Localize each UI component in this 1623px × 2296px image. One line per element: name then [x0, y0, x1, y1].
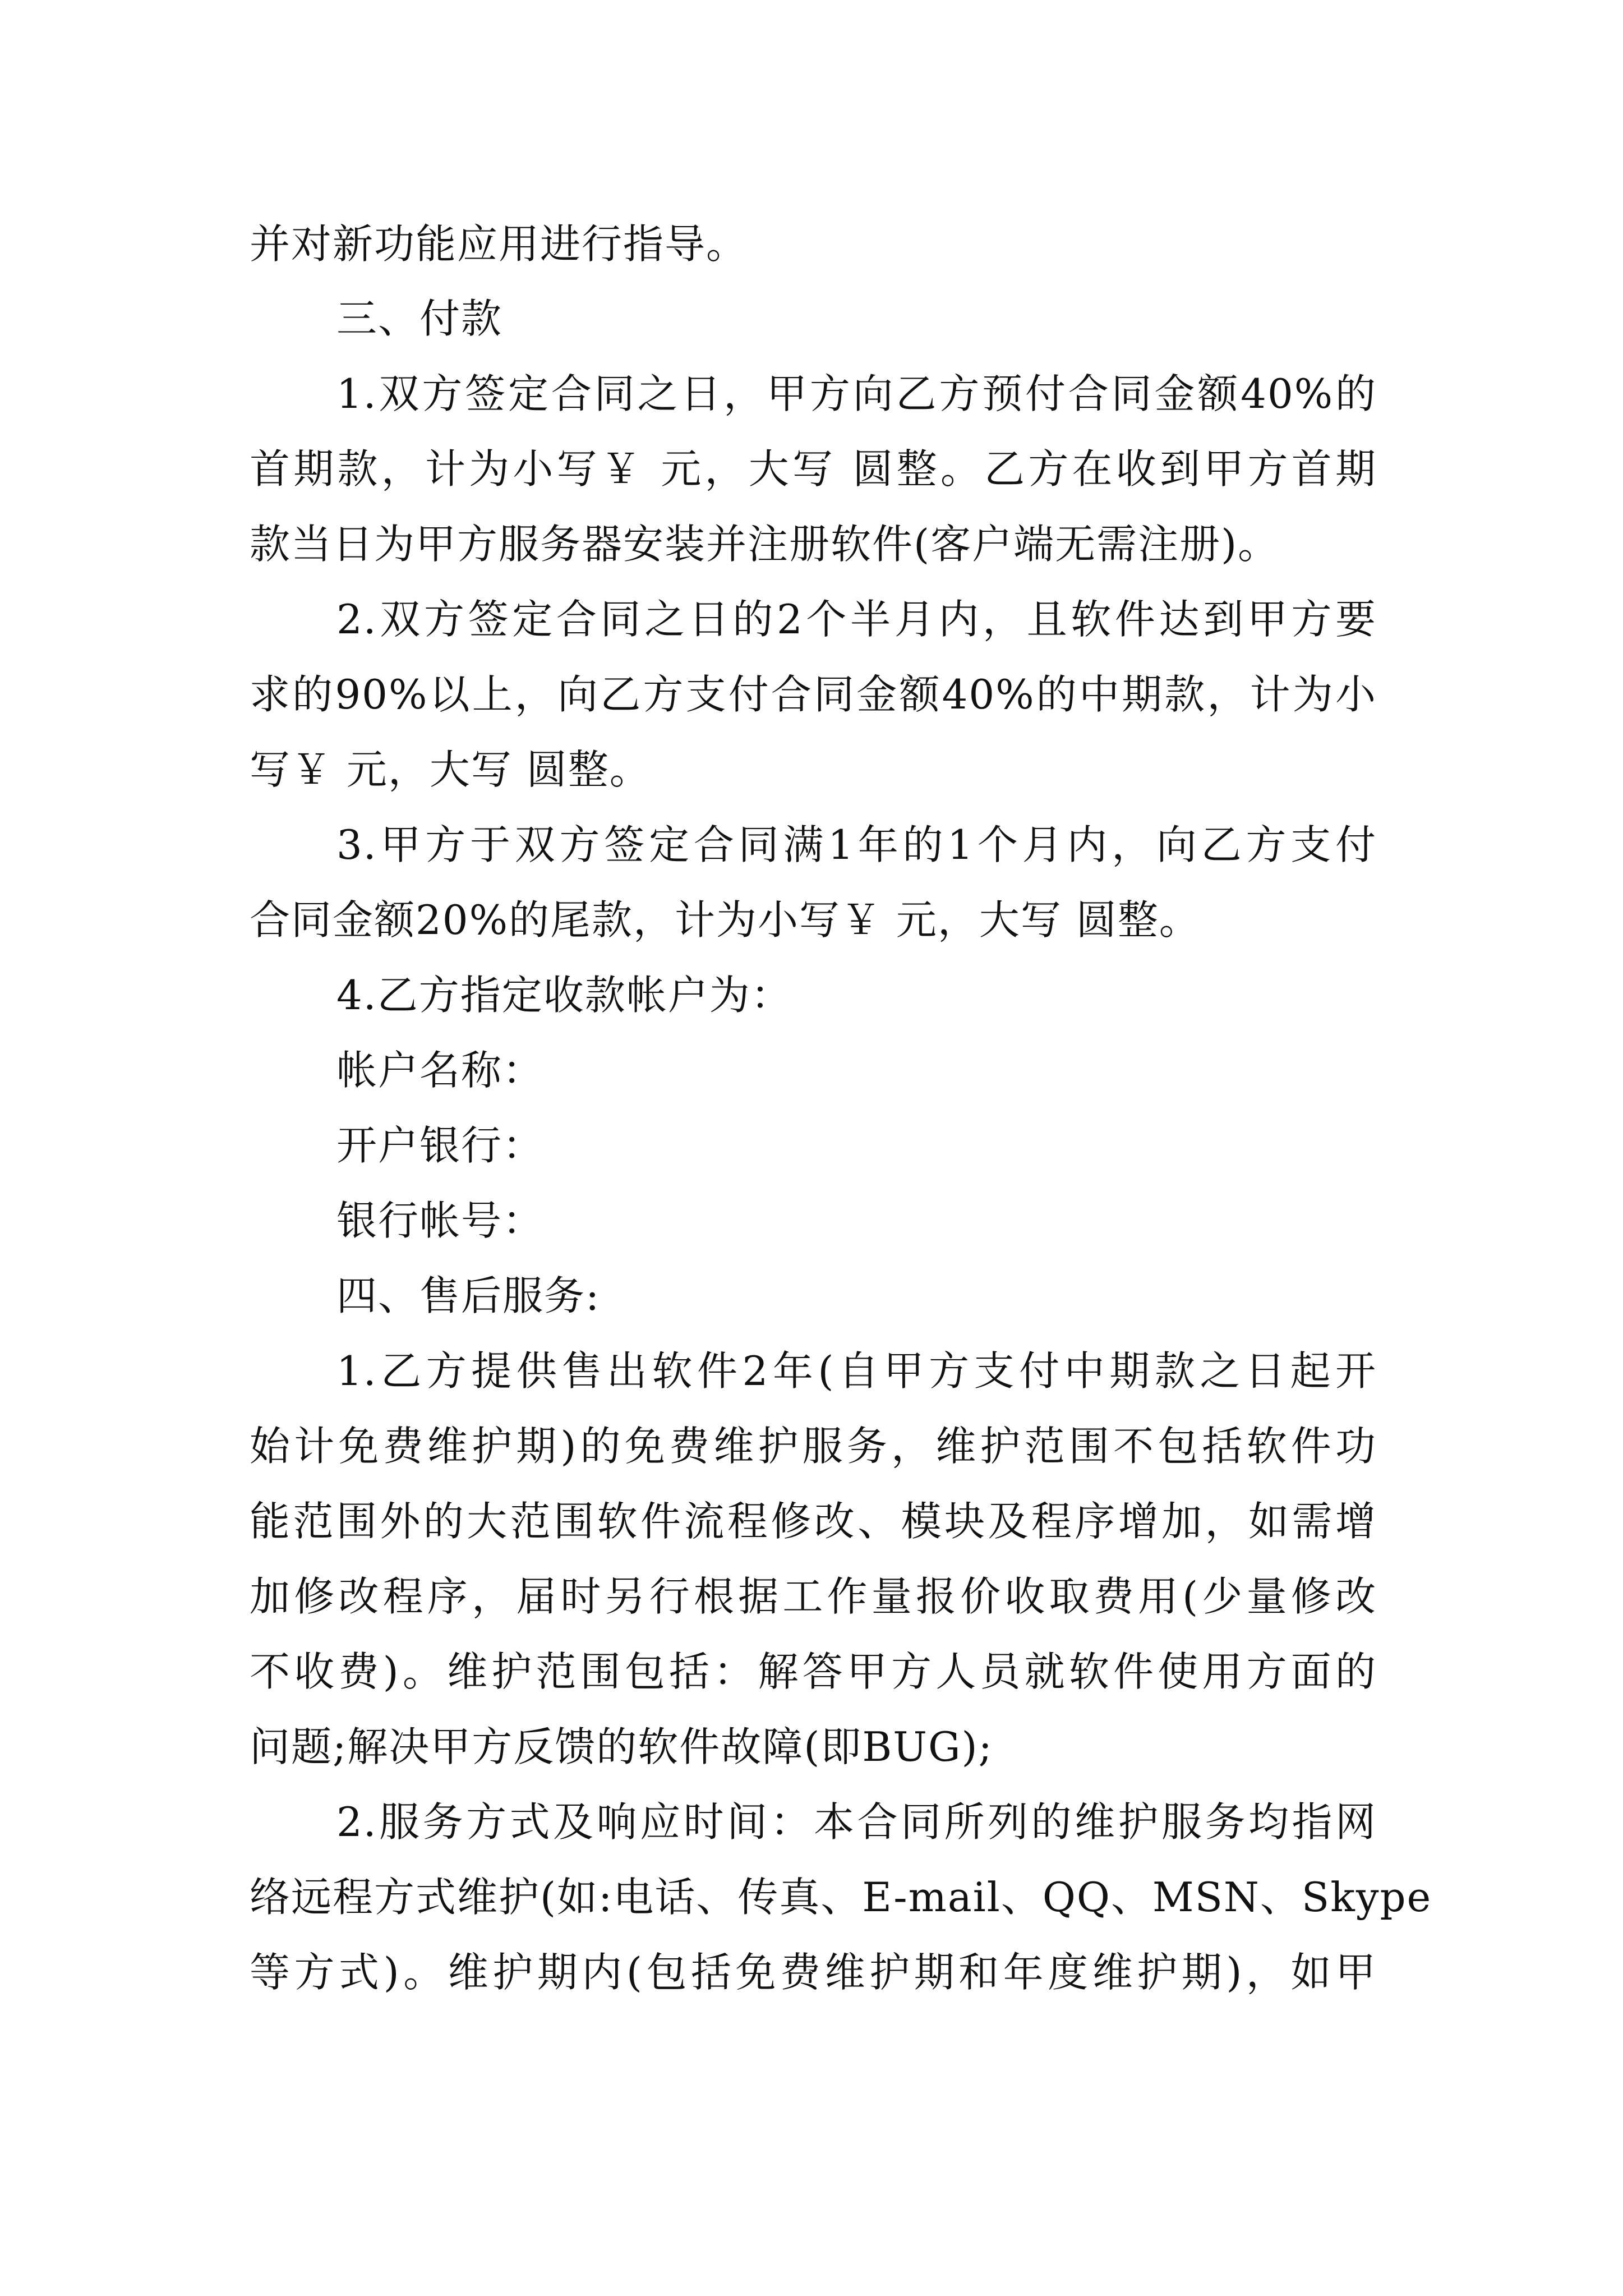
paragraph-line: 加修改程序，届时另行根据工作量报价收取费用(少量修改 [250, 1573, 1377, 1620]
paragraph-line: 问题;解决甲方反馈的软件故障(即BUG); [250, 1723, 993, 1770]
paragraph-line: 始计免费维护期)的免费维护服务，维护范围不包括软件功 [250, 1423, 1377, 1470]
section-heading-payment: 三、付款 [336, 295, 503, 342]
paragraph-line: 3.甲方于双方签定合同满1年的1个月内，向乙方支付 [336, 821, 1377, 868]
paragraph-line: 4.乙方指定收款帐户为： [336, 972, 792, 1019]
section-heading-after-sales: 四、售后服务: [336, 1272, 601, 1319]
paragraph-line: 能范围外的大范围软件流程修改、模块及程序增加，如需增 [250, 1498, 1377, 1545]
paragraph-line: 1.双方签定合同之日，甲方向乙方预付合同金额40%的 [336, 370, 1377, 417]
paragraph-line: 1.乙方提供售出软件2年(自甲方支付中期款之日起开 [336, 1347, 1377, 1395]
paragraph-line: 合同金额20%的尾款，计为小写￥ 元，大写 圆整。 [250, 896, 1201, 944]
paragraph-line: 不收费)。维护范围包括：解答甲方人员就软件使用方面的 [250, 1648, 1377, 1695]
paragraph-line: 求的90%以上，向乙方支付合同金额40%的中期款，计为小 [250, 671, 1377, 718]
paragraph-line: 首期款，计为小写￥ 元，大写 圆整。乙方在收到甲方首期 [250, 445, 1377, 493]
bank-name-label: 开户银行： [336, 1122, 545, 1169]
paragraph-line: 并对新功能应用进行指导。 [250, 220, 748, 268]
paragraph-line: 2.双方签定合同之日的2个半月内，且软件达到甲方要 [336, 596, 1377, 643]
paragraph-line: 等方式)。维护期内(包括免费维护期和年度维护期)，如甲 [250, 1949, 1377, 1996]
account-name-label: 帐户名称： [336, 1047, 545, 1094]
paragraph-line: 2.服务方式及响应时间：本合同所列的维护服务均指网 [336, 1798, 1377, 1846]
paragraph-line: 络远程方式维护(如:电话、传真、E-mail、QQ、MSN、Skype [250, 1874, 1432, 1921]
account-number-label: 银行帐号： [336, 1197, 545, 1244]
paragraph-line: 款当日为甲方服务器安装并注册软件(客户端无需注册)。 [250, 521, 1280, 568]
paragraph-line: 写￥ 元，大写 圆整。 [250, 746, 651, 793]
